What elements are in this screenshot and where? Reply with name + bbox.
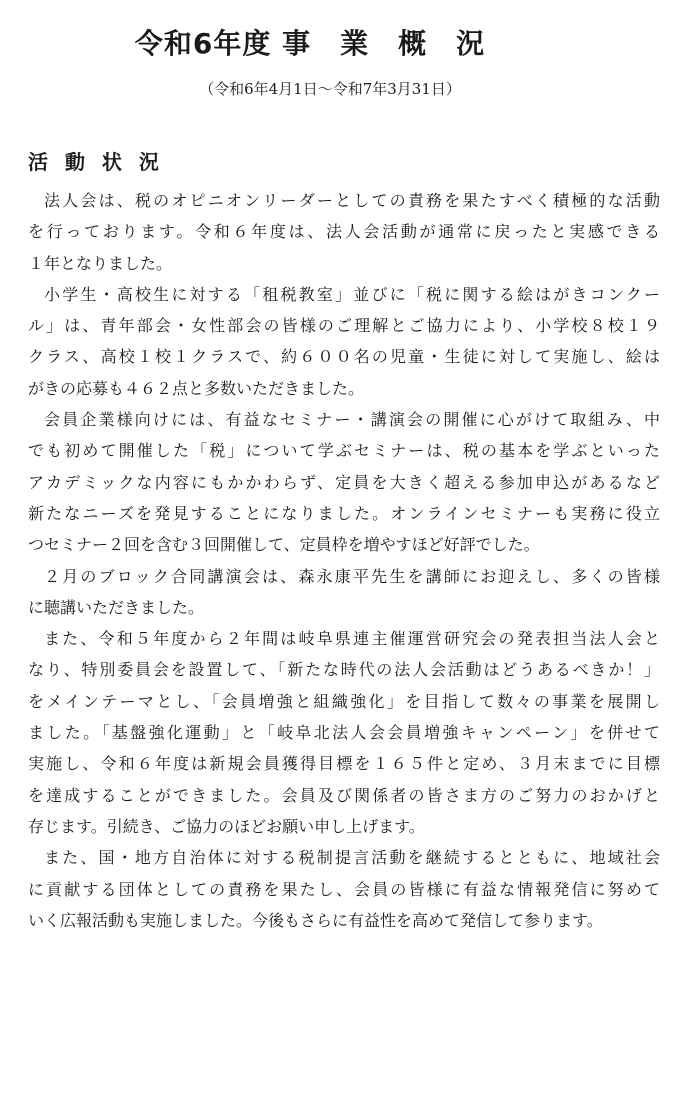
paragraph-line: がきの応募も４６２点と多数いただきました。 xyxy=(28,378,365,398)
paragraph xyxy=(28,279,660,404)
paragraph-line: ました。「基盤強化運動」と「岐阜北法人会会員増強キャンペーン」を併せて xyxy=(28,723,660,743)
paragraph-line: を達成することができました。会員及び関係者の皆さま方のご努力のおかげと xyxy=(28,785,660,805)
paragraph-line: を行っております。令和６年度は、法人会活動が通常に戻ったと実感できる xyxy=(28,222,660,242)
paragraph-line: つセミナー２回を含む３回開催して、定員枠を増やすほど好評でした。 xyxy=(28,535,540,555)
paragraph-line: １年となりました。 xyxy=(28,253,173,273)
paragraph-line: ル」は、青年部会・女性部会の皆様のご理解とご協力により、小学校８校１９ xyxy=(28,316,660,336)
paragraph-line: いく広報活動も実施しました。今後もさらに有益性を高めて発信して参ります。 xyxy=(28,910,603,930)
paragraph xyxy=(28,842,660,936)
paragraph-line: をメインテーマとし、「会員増強と組織強化」を目指して数々の事業を展開し xyxy=(28,691,660,711)
paragraph-line: に貢献する団体としての責務を果たし、会員の皆様に有益な情報発信に努めて xyxy=(28,879,660,899)
paragraph xyxy=(28,623,660,842)
paragraph-line: 会員企業様向けには、有益なセミナー・講演会の開催に心がけて取組み、中 xyxy=(44,410,660,430)
fiscal-period: （令和6年4月1日～令和7年3月31日） xyxy=(199,80,461,98)
section-heading: 活 動 状 況 xyxy=(28,150,164,174)
activity-report-body xyxy=(28,185,660,936)
document-title: 令和6年度 事 業 概 況 xyxy=(134,27,486,60)
paragraph-line: なり、特別委員会を設置して、「新たな時代の法人会活動はどうあるべきか！」 xyxy=(28,660,660,680)
paragraph-line: 存じます。引続き、ご協力のほどお願い申し上げます。 xyxy=(28,816,425,836)
paragraph-line: また、令和５年度から２年間は岐阜県連主催運営研究会の発表担当法人会と xyxy=(44,629,660,649)
paragraph-line: ２月のブロック合同講演会は、森永康平先生を講師にお迎えし、多くの皆様 xyxy=(44,566,660,586)
paragraph-line: 新たなニーズを発見することになりました。オンラインセミナーも実務に役立 xyxy=(28,503,660,523)
paragraph-line: 法人会は、税のオピニオンリーダーとしての責務を果たすべく積極的な活動 xyxy=(44,191,660,210)
paragraph-line: また、国・地方自治体に対する税制提言活動を継続するとともに、地域社会 xyxy=(44,848,660,868)
paragraph-line: アカデミックな内容にもかかわらず、定員を大きく超える参加申込があるなど xyxy=(28,472,660,492)
paragraph xyxy=(28,404,660,560)
paragraph-line: クラス、高校１校１クラスで、約６００名の児童・生徒に対して実施し、絵は xyxy=(28,347,660,367)
paragraph-line: でも初めて開催した「税」について学ぶセミナーは、税の基本を学ぶといった xyxy=(28,441,660,461)
paragraph xyxy=(28,185,660,279)
paragraph-line: 実施し、令和６年度は新規会員獲得目標を１６５件と定め、３月末までに目標 xyxy=(28,754,660,774)
paragraph xyxy=(28,561,660,624)
paragraph-line: に聴講いただきました。 xyxy=(28,597,205,617)
paragraph-line: 小学生・高校生に対する「租税教室」並びに「税に関する絵はがきコンクー xyxy=(44,284,660,304)
